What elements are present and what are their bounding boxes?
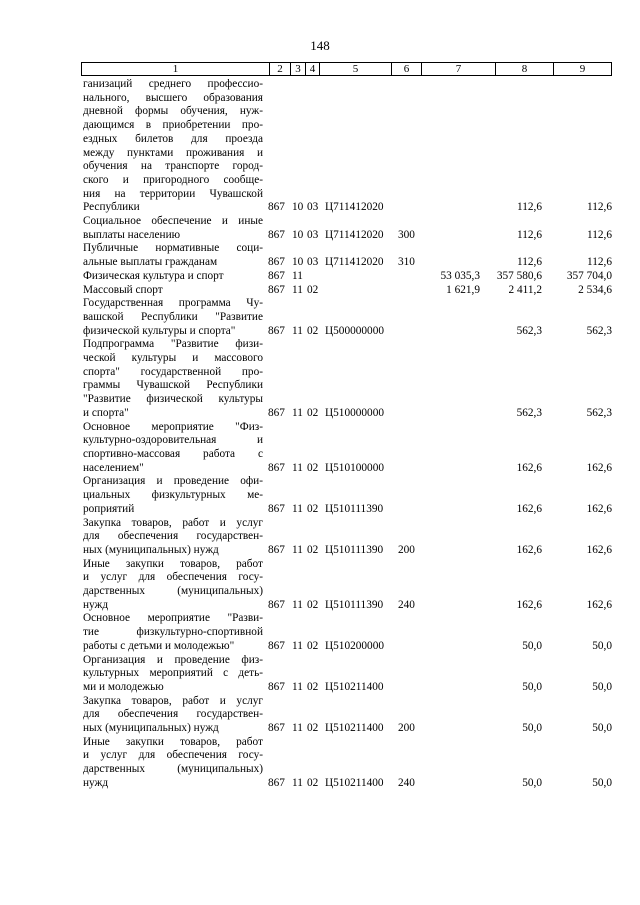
- row-name-line: культурных мероприятий с деть-: [83, 667, 263, 680]
- row-name-line: выплаты населению: [83, 228, 181, 241]
- amount-col-9: 112,6: [587, 256, 612, 269]
- section-code: 11: [292, 680, 303, 693]
- row-codes: [268, 407, 613, 421]
- row-name: [83, 558, 263, 613]
- row-codes: [268, 461, 613, 475]
- amount-col-8: 50,0: [522, 680, 542, 693]
- grbs-code: 867: [268, 639, 285, 652]
- row-codes: [268, 283, 613, 297]
- grbs-code: 867: [268, 256, 285, 269]
- row-name: [83, 654, 263, 695]
- target-item-code: Ц510100000: [325, 461, 384, 474]
- table-header: [81, 62, 612, 76]
- row-name-line: населением": [83, 461, 144, 474]
- target-item-code: Ц510211400: [325, 776, 384, 789]
- table-row: [83, 78, 613, 215]
- table-row: [83, 284, 613, 298]
- section-code: 11: [292, 639, 303, 652]
- target-item-code: Ц510200000: [325, 639, 384, 652]
- table-row: [83, 654, 613, 695]
- row-name-line: культурно-оздоровительная и: [83, 434, 263, 447]
- row-codes: [268, 640, 613, 654]
- row-name-line: нужд: [83, 776, 109, 789]
- amount-col-9: 2 534,6: [578, 283, 612, 296]
- grbs-code: 867: [268, 461, 285, 474]
- target-item-code: Ц510111390: [325, 543, 384, 556]
- row-name-line: между пунктами проживания и: [83, 146, 263, 159]
- header-col-9: 9: [553, 63, 611, 75]
- subsection-code: 02: [307, 598, 319, 611]
- table-row: [83, 270, 613, 284]
- amount-col-8: 50,0: [522, 639, 542, 652]
- amount-col-8: 112,6: [517, 256, 542, 269]
- table-row: [83, 242, 613, 269]
- table-row: [83, 695, 613, 736]
- row-name-line: Организация и проведение офи-: [83, 475, 263, 488]
- row-codes: [268, 270, 613, 284]
- target-item-code: Ц510000000: [325, 406, 384, 419]
- amount-col-9: 50,0: [592, 776, 612, 789]
- target-item-code: Ц711412020: [325, 201, 384, 214]
- amount-col-9: 357 704,0: [566, 269, 612, 282]
- row-codes: [268, 681, 613, 695]
- expense-type-code: 240: [398, 598, 415, 611]
- row-codes: [268, 256, 613, 270]
- row-name-line: Подпрограмма "Развитие физи-: [83, 338, 263, 351]
- row-name-line: Закупка товаров, работ и услуг: [83, 516, 263, 529]
- subsection-code: 02: [307, 776, 319, 789]
- row-name-line: ездных билетов для проезда: [83, 132, 263, 145]
- row-codes: [268, 228, 613, 242]
- row-codes: [268, 324, 613, 338]
- section-code: 11: [292, 598, 303, 611]
- amount-col-8: 562,3: [516, 406, 542, 419]
- target-item-code: Ц510111390: [325, 502, 384, 515]
- row-name-line: дающимся в приобретении про-: [83, 119, 263, 132]
- table-row: [83, 475, 613, 516]
- section-code: 11: [292, 543, 303, 556]
- budget-table-body: [83, 78, 613, 791]
- row-name-line: спортивно-массовая работа с: [83, 447, 263, 460]
- section-code: 10: [292, 256, 304, 269]
- row-name: [83, 421, 263, 476]
- amount-col-8: 162,6: [516, 543, 542, 556]
- header-col-8: 8: [495, 63, 553, 75]
- row-name-line: Государственная программа Чу-: [83, 297, 263, 310]
- amount-col-8: 2 411,2: [508, 283, 542, 296]
- row-name-line: для обеспечения государствен-: [83, 708, 263, 721]
- row-name-line: ния на территории Чувашской: [83, 187, 263, 200]
- amount-col-9: 50,0: [592, 680, 612, 693]
- amount-col-8: 50,0: [522, 722, 542, 735]
- row-codes: [268, 201, 613, 215]
- grbs-code: 867: [268, 201, 285, 214]
- grbs-code: 867: [268, 776, 285, 789]
- subsection-code: 02: [307, 680, 319, 693]
- row-name-line: физической культуры и спорта": [83, 324, 236, 337]
- amount-col-8: 112,6: [517, 228, 542, 241]
- table-row: [83, 338, 613, 420]
- section-code: 11: [292, 269, 303, 282]
- expense-type-code: 300: [398, 228, 415, 241]
- row-name-line: Закупка товаров, работ и услуг: [83, 694, 263, 707]
- amount-col-8: 50,0: [522, 776, 542, 789]
- row-name: [83, 284, 263, 298]
- row-name-line: Массовый спорт: [83, 283, 163, 296]
- header-col-7: 7: [421, 63, 495, 75]
- subsection-code: 02: [307, 722, 319, 735]
- subsection-code: 02: [307, 406, 319, 419]
- row-name-line: Физическая культура и спорт: [83, 269, 224, 282]
- amount-col-9: 112,6: [587, 228, 612, 241]
- row-name-line: Основное мероприятие "Физ-: [83, 420, 263, 433]
- header-col-6: 6: [391, 63, 421, 75]
- row-name-line: циальных физкультурных ме-: [83, 489, 263, 502]
- row-name-line: и услуг для обеспечения госу-: [83, 749, 263, 762]
- row-name: [83, 612, 263, 653]
- grbs-code: 867: [268, 228, 285, 241]
- amount-col-8: 112,6: [517, 201, 542, 214]
- subsection-code: 02: [307, 639, 319, 652]
- row-name-line: дарственных (муниципальных): [83, 763, 263, 776]
- expense-type-code: 200: [398, 722, 415, 735]
- header-col-5: 5: [319, 63, 391, 75]
- row-name-line: для обеспечения государствен-: [83, 530, 263, 543]
- row-name-line: Публичные нормативные соци-: [83, 242, 263, 255]
- row-name: [83, 475, 263, 516]
- row-name-line: вашской Республики "Развитие: [83, 310, 263, 323]
- section-code: 10: [292, 201, 304, 214]
- row-name-line: нального, высшего образования: [83, 91, 263, 104]
- grbs-code: 867: [268, 680, 285, 693]
- section-code: 11: [292, 461, 303, 474]
- row-name-line: дарственных (муниципальных): [83, 585, 263, 598]
- section-code: 10: [292, 228, 304, 241]
- amount-col-7: 1 621,9: [446, 283, 480, 296]
- row-name-line: ского и пригородного сообще-: [83, 173, 263, 186]
- row-name-line: ных (муниципальных) нужд: [83, 722, 219, 735]
- row-name-line: работы с детьми и молодежью": [83, 639, 235, 652]
- row-name-line: Основное мероприятие "Разви-: [83, 612, 263, 625]
- row-name: [83, 338, 263, 420]
- amount-col-9: 562,3: [586, 324, 612, 337]
- amount-col-9: 50,0: [592, 639, 612, 652]
- row-name-line: Организация и проведение физ-: [83, 653, 263, 666]
- row-codes: [268, 503, 613, 517]
- table-row: [83, 558, 613, 613]
- target-item-code: Ц510111390: [325, 598, 384, 611]
- table-row: [83, 517, 613, 558]
- grbs-code: 867: [268, 324, 285, 337]
- grbs-code: 867: [268, 502, 285, 515]
- amount-col-8: 162,6: [516, 598, 542, 611]
- row-name-line: Иные закупки товаров, работ: [83, 735, 263, 748]
- amount-col-8: 357 580,6: [496, 269, 542, 282]
- expense-type-code: 240: [398, 776, 415, 789]
- row-name-line: ческой культуры и массового: [83, 352, 263, 365]
- section-code: 11: [292, 722, 303, 735]
- row-name-line: роприятий: [83, 502, 135, 515]
- grbs-code: 867: [268, 269, 285, 282]
- grbs-code: 867: [268, 406, 285, 419]
- grbs-code: 867: [268, 598, 285, 611]
- subsection-code: 02: [307, 461, 319, 474]
- section-code: 11: [292, 776, 303, 789]
- row-name-line: и услуг для обеспечения госу-: [83, 571, 263, 584]
- page-number: 148: [310, 38, 330, 53]
- row-name: [83, 78, 263, 215]
- row-name-line: ми и молодежью: [83, 680, 164, 693]
- row-name: [83, 297, 263, 338]
- row-name-line: Иные закупки товаров, работ: [83, 557, 263, 570]
- header-col-2: 2: [269, 63, 290, 75]
- row-name: [83, 695, 263, 736]
- amount-col-8: 162,6: [516, 461, 542, 474]
- grbs-code: 867: [268, 543, 285, 556]
- subsection-code: 02: [307, 502, 319, 515]
- amount-col-9: 162,6: [586, 502, 612, 515]
- section-code: 11: [292, 283, 303, 296]
- expense-type-code: 200: [398, 543, 415, 556]
- amount-col-7: 53 035,3: [440, 269, 480, 282]
- target-item-code: Ц500000000: [325, 324, 384, 337]
- grbs-code: 867: [268, 722, 285, 735]
- row-codes: [268, 722, 613, 736]
- table-row: [83, 297, 613, 338]
- grbs-code: 867: [268, 283, 285, 296]
- subsection-code: 03: [307, 228, 319, 241]
- table-row: [83, 736, 613, 791]
- target-item-code: Ц711412020: [325, 228, 384, 241]
- row-name: [83, 215, 263, 242]
- amount-col-8: 562,3: [516, 324, 542, 337]
- section-code: 11: [292, 502, 303, 515]
- subsection-code: 02: [307, 324, 319, 337]
- row-name-line: обучения на транспорте город-: [83, 160, 263, 173]
- amount-col-9: 162,6: [586, 543, 612, 556]
- table-row: [83, 421, 613, 476]
- header-col-4: 4: [305, 63, 319, 75]
- row-name: [83, 736, 263, 791]
- amount-col-9: 162,6: [586, 461, 612, 474]
- subsection-code: 03: [307, 256, 319, 269]
- row-name-line: нужд: [83, 598, 109, 611]
- row-name: [83, 517, 263, 558]
- section-code: 11: [292, 324, 303, 337]
- subsection-code: 02: [307, 283, 319, 296]
- amount-col-8: 162,6: [516, 502, 542, 515]
- row-name-line: дневной формы обучения, нуж-: [83, 105, 263, 118]
- section-code: 11: [292, 406, 303, 419]
- amount-col-9: 112,6: [587, 201, 612, 214]
- row-name-line: и спорта": [83, 406, 129, 419]
- table-row: [83, 612, 613, 653]
- subsection-code: 02: [307, 543, 319, 556]
- row-name-line: тие физкультурно-спортивной: [83, 626, 263, 639]
- row-name-line: Социальное обеспечение и иные: [83, 215, 263, 228]
- row-codes: [268, 777, 613, 791]
- row-name-line: Республики: [83, 201, 140, 214]
- target-item-code: Ц510211400: [325, 680, 384, 693]
- row-name-line: спорта" государственной про-: [83, 365, 263, 378]
- subsection-code: 03: [307, 201, 319, 214]
- row-name-line: ганизаций среднего профессио-: [83, 78, 263, 90]
- row-name: [83, 242, 263, 269]
- row-codes: [268, 544, 613, 558]
- row-name-line: альные выплаты гражданам: [83, 256, 218, 269]
- amount-col-9: 562,3: [586, 406, 612, 419]
- row-name-line: граммы Чувашской Республики: [83, 379, 263, 392]
- row-codes: [268, 598, 613, 612]
- target-item-code: Ц510211400: [325, 722, 384, 735]
- amount-col-9: 162,6: [586, 598, 612, 611]
- row-name: [83, 270, 263, 284]
- row-name-line: "Развитие физической культуры: [83, 393, 263, 406]
- table-row: [83, 215, 613, 242]
- amount-col-9: 50,0: [592, 722, 612, 735]
- row-name-line: ных (муниципальных) нужд: [83, 543, 219, 556]
- header-col-1: 1: [172, 63, 179, 75]
- header-col-3: 3: [290, 63, 305, 75]
- expense-type-code: 310: [398, 256, 415, 269]
- target-item-code: Ц711412020: [325, 256, 384, 269]
